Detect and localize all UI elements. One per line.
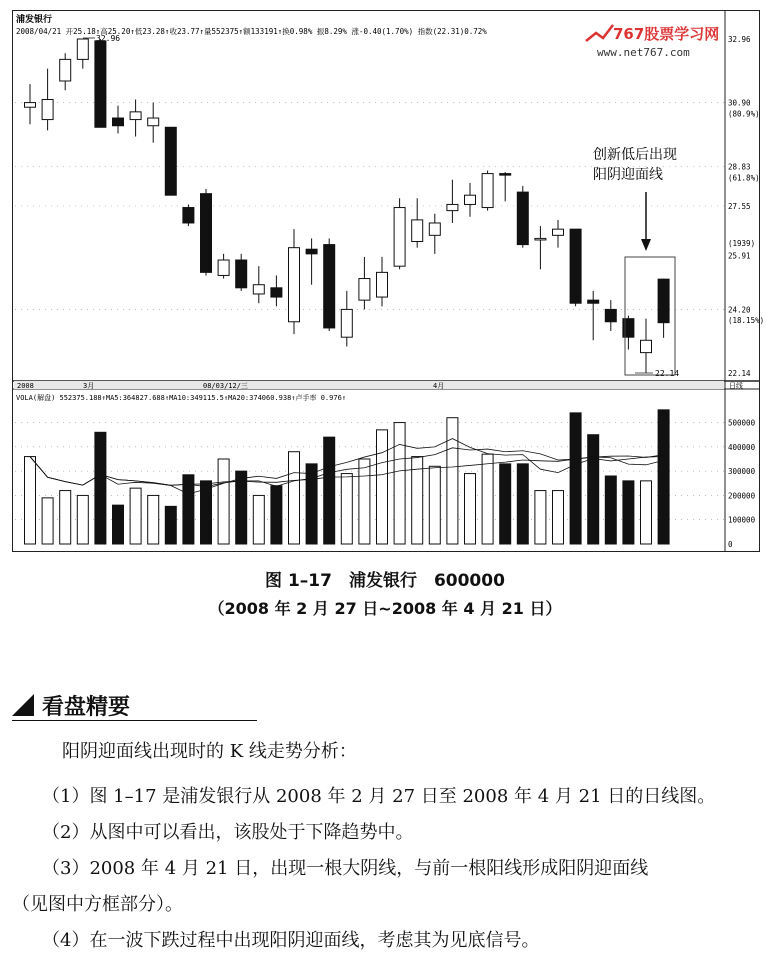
candle-up [394,208,405,267]
date-mid3: 4月 [433,382,445,390]
volume-bar [377,430,388,544]
volume-axis-label: 500000 [728,418,756,428]
info-line: 2008/04/21 开25.18↑高25.20↑低23.28↑收23.77↑量552375↑额133191↑换0.98% 振8.29% 涨-0.40(1.70%) 指数(22.31)0.72% [16,27,487,36]
volume-bar [535,491,546,544]
volume-bar [465,474,476,544]
candle-up [60,59,71,81]
volume-bar [482,454,493,544]
date-right: 日线 [729,382,743,390]
price-axis-label: 24.20 [728,305,751,315]
volume-axis-label: 300000 [728,467,756,477]
volume-bar [447,418,458,544]
volume-bar [60,491,71,544]
volume-bar [359,459,370,544]
section-header [12,688,257,721]
volume-axis-label: 100000 [728,515,756,525]
candle-up [341,309,352,337]
volume-bar [271,486,282,544]
candlestick-chart [13,11,765,551]
figure-title: 图 1–17 浦发银行 600000 [265,571,505,591]
paragraph-4: （4）在一波下跌过程中出现阳阴迎面线，考虑其为见底信号。 [42,930,540,951]
candle-up [641,340,652,352]
volume-bar [77,495,88,544]
annotation-arrow [641,239,651,251]
price-axis-label: 25.91 [728,251,751,261]
candle-down [271,288,282,297]
paragraph-3: （3）2008 年 4 月 21 日，出现一根大阴线，与前一根阳线形成阳阴迎面线 [42,858,649,879]
volume-bar [42,498,53,544]
volume-axis-label: 200000 [728,491,756,501]
volume-bar [588,435,599,544]
volume-bar [289,452,300,544]
candle-down [658,279,669,323]
candle-down [113,118,124,126]
price-axis-label: 22.14 [728,369,751,378]
candle-down [95,41,106,127]
volume-bar [253,495,264,544]
volume-bar [570,413,581,544]
volume-bar [306,464,317,544]
candle-up [148,118,159,126]
volume-bar [500,464,511,544]
candle-up [359,279,370,301]
candle-down [570,229,581,303]
candle-down [517,192,528,244]
candle-down [588,300,599,303]
price-axis-label: (1939) [728,239,756,249]
volume-bar [130,488,141,544]
annotation-line: 创新低后出现 [593,147,677,163]
volume-bar [623,481,634,544]
volume-bar [605,476,616,544]
price-axis-label: 32.96 [728,35,751,44]
candle-up [253,285,264,294]
stock-chart [12,10,765,552]
candle-up [42,100,53,120]
candle-down [183,208,194,223]
candle-up [377,272,388,297]
volume-bar [236,471,247,544]
volume-bar [148,495,159,544]
watermark-logo [586,25,719,59]
candle-up [465,195,476,204]
volume-axis-label: 400000 [728,442,756,452]
candle-down [201,194,212,273]
candle-up [289,248,300,322]
watermark-logo-text: 767股票学习网 [613,25,720,43]
volume-bar [113,505,124,544]
watermark-url: www.net767.com [597,46,690,59]
date-mid2: 08/03/12/三 [203,382,248,390]
candle-up [429,223,440,235]
candle-up [412,220,423,242]
candle-down [324,245,335,328]
volume-bar [553,491,564,544]
price-axis-label: (61.8%) [728,173,760,183]
candle-up [130,112,141,120]
volume-bar [165,506,176,544]
candle-up [482,174,493,208]
high-marker: 32.96 [96,34,121,43]
paragraph-1: （1）图 1–17 是浦发银行从 2008 年 2 月 27 日至 2008 年 4 月 21 日的日线图。 [42,786,716,807]
volume-axis-label: 0 [728,540,733,549]
low-marker: 22.14 [655,369,680,378]
candle-up [553,229,564,235]
candle-up [77,39,88,59]
candle-up [25,103,36,108]
candle-down [500,174,511,176]
volume-header: VOLA(解盘) 552375.188↑MA5:364827.688↑MA10:349115.5↑MA20:374060.938↑卢手率 0.976↑ [16,394,347,402]
volume-bar [641,481,652,544]
price-axis-label: 30.90 [728,98,751,108]
stock-name: 浦发银行 [16,15,53,25]
figure-subtitle: （2008 年 2 月 27 日~2008 年 4 月 21 日） [208,599,562,618]
volume-bar [324,437,335,544]
paragraph-3-cont: （见图中方框部分）。 [12,894,183,915]
candle-down [306,249,317,254]
date-left: 2008 [17,382,34,390]
candle-up [447,204,458,210]
volume-bar [341,474,352,544]
volume-bar [95,432,106,544]
candle-down [236,260,247,288]
volume-bar [517,464,528,544]
candle-up [218,260,229,275]
volume-bar [218,459,229,544]
volume-bar [25,457,36,544]
volume-bar [429,466,440,544]
price-axis-label: (18.15%) [728,316,765,326]
price-axis-label: 28.83 [728,162,751,172]
candle-down [165,127,176,195]
paragraph-intro: 阳阴迎面线出现时的 K 线走势分析： [62,741,357,762]
price-axis-label: 27.55 [728,202,751,211]
paragraph-2: （2）从图中可以看出，该股处于下降趋势中。 [42,822,414,843]
volume-bar [394,423,405,544]
annotation-text [593,146,677,183]
price-axis-label: (80.9%) [728,109,760,119]
candle-down [605,309,616,321]
volume-bar [658,410,669,544]
triangle-icon [12,694,34,716]
date-mid1: 3月 [83,382,95,390]
candle-up [535,238,546,240]
annotation-line: 阳阴迎面线 [593,167,663,183]
section-title: 看盘精要 [42,694,131,720]
